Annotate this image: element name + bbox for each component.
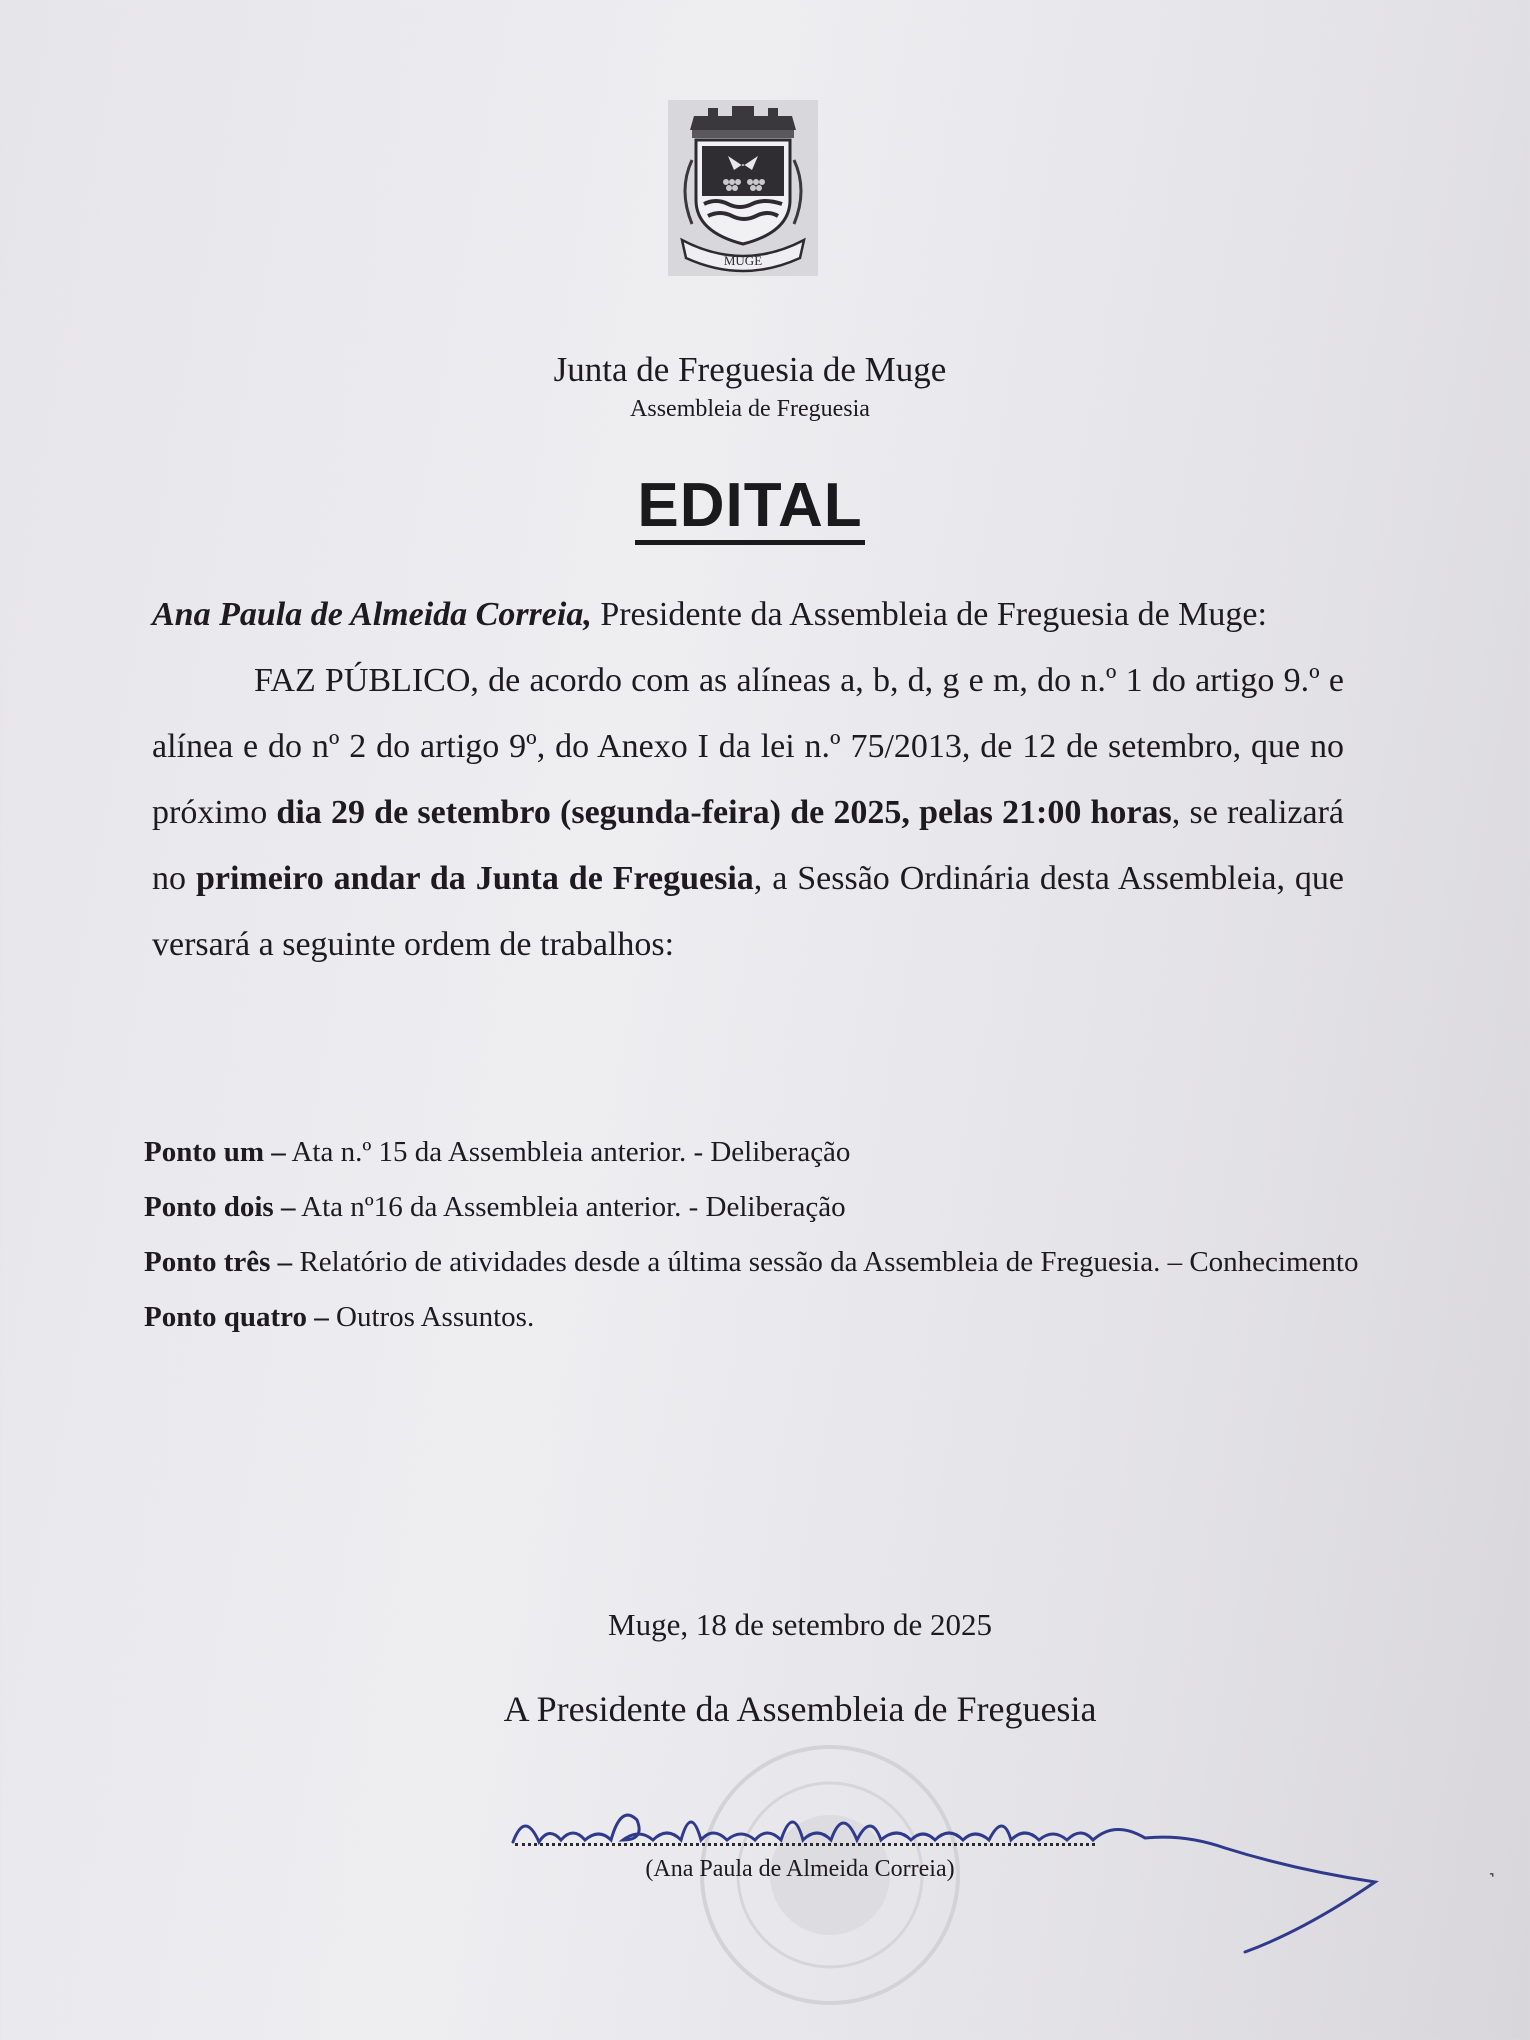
agenda-item-text: Relatório de atividades desde a última sessão da Assembleia de Freguesia. – Conhecimento	[292, 1246, 1359, 1278]
agenda-item-text: Ata n.º 15 da Assembleia anterior. - Deliberação	[285, 1136, 851, 1168]
signatory-title: A Presidente da Assembleia de Freguesia	[503, 1689, 1097, 1729]
meeting-location: primeiro andar da Junta de Freguesia	[195, 860, 754, 897]
agenda-item-label: Ponto dois –	[144, 1191, 296, 1223]
announcement-paragraph	[152, 648, 1344, 978]
agenda-list	[144, 1132, 1374, 1352]
president-role: Presidente da Assembleia de Freguesia de Muge:	[591, 596, 1267, 633]
organization-name: Junta de Freguesia de Muge	[553, 350, 947, 389]
president-name: Ana Paula de Almeida Correia,	[152, 596, 592, 633]
intro-paragraph	[152, 582, 1344, 648]
agenda-item-label: Ponto um –	[144, 1136, 286, 1168]
agenda-item-text: Ata nº16 da Assembleia anterior. - Deliberação	[295, 1191, 846, 1223]
agenda-item-label: Ponto quatro –	[144, 1301, 329, 1333]
agenda-item	[144, 1132, 1374, 1172]
signatory-name: (Ana Paula de Almeida Correia)	[645, 1856, 955, 1882]
announcement-text-3: , a Sessão Ordinária desta Assembleia, que versará a seguinte ordem de trabalhos:	[152, 860, 1345, 963]
meeting-datetime: dia 29 de setembro (segunda-feira) de 2025, pelas 21:00 horas	[276, 794, 1172, 831]
margin-mark: ˺	[1488, 1868, 1496, 1893]
document-title	[0, 470, 1500, 541]
announcement-text-2: , se realizará no	[152, 794, 1344, 897]
notice-body	[152, 582, 1344, 978]
announcement-text-1: FAZ PÚBLICO, de acordo com as alíneas a, b, d, g e m, do n.º 1 do artigo 9.º e alínea e do nº 2 do artigo 9º, do Anexo I da lei n.º 75/2013, de 12 de setembro, que no próximo	[152, 662, 1344, 831]
parish-crest-logo	[668, 100, 818, 276]
agenda-item-text: Outros Assuntos.	[328, 1301, 535, 1333]
agenda-item	[144, 1187, 1374, 1227]
agenda-item	[144, 1242, 1374, 1282]
organization-subtitle: Assembleia de Freguesia	[630, 396, 870, 422]
agenda-item-label: Ponto três –	[144, 1246, 293, 1278]
crest-scroll-text: MUGE	[723, 253, 763, 268]
document-title-text: EDITAL	[635, 471, 864, 545]
agenda-item	[144, 1297, 1374, 1337]
crest-icon	[668, 100, 818, 276]
document-date: Muge, 18 de setembro de 2025	[608, 1607, 992, 1642]
